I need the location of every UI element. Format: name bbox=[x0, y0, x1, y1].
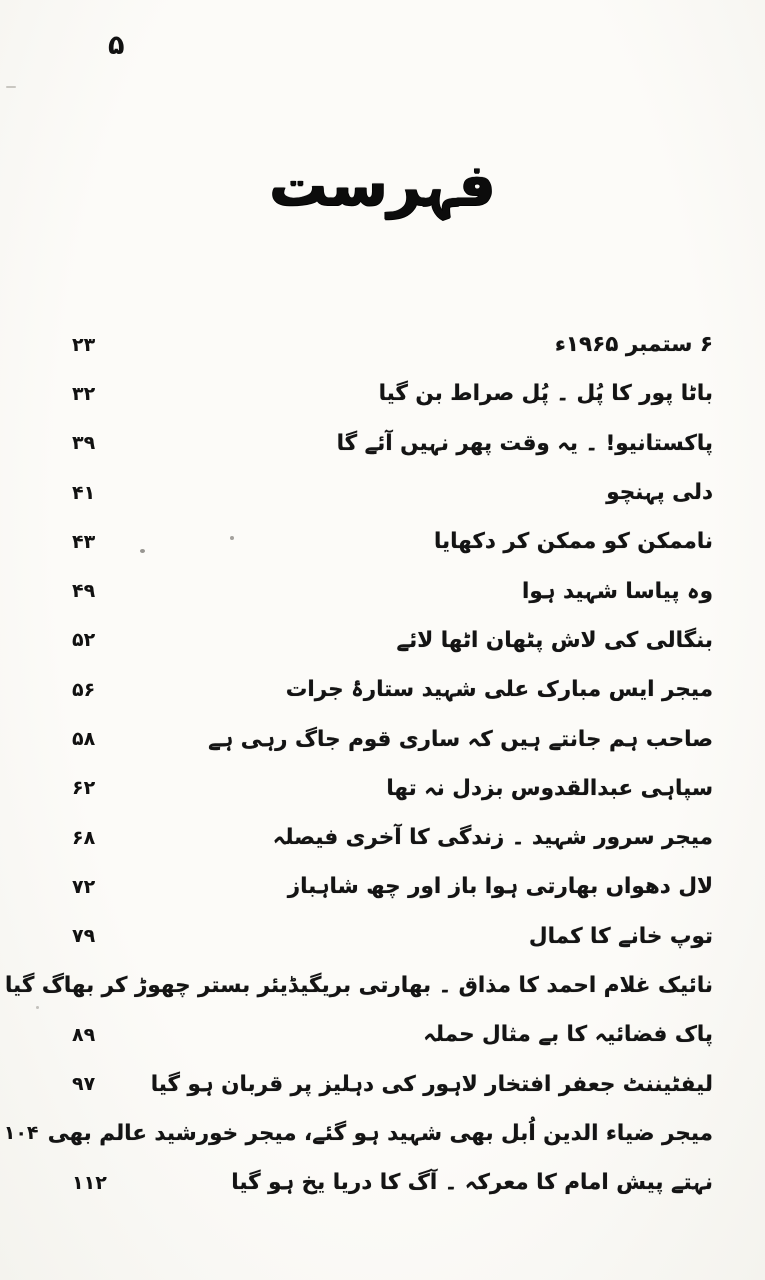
toc-row bbox=[0, 616, 765, 665]
toc-entry-title: وہ پیاسا شہید ہوا bbox=[522, 578, 713, 604]
toc-entry-page-number: ۶۲ bbox=[72, 777, 96, 800]
toc-entry-title: ناممکن کو ممکن کر دکھایا bbox=[433, 529, 713, 555]
toc-entry-title: لال دھواں بھارتی ہوا باز اور چھ شاہباز bbox=[287, 874, 713, 900]
toc-entry-title: پاکستانیو! ۔ یہ وقت پھر نہیں آئے گا bbox=[336, 430, 713, 456]
toc-entry-page-number: ۲۳ bbox=[72, 333, 96, 356]
toc-entry-title: ۶ ستمبر ۱۹۶۵ء bbox=[554, 332, 713, 358]
toc-entry-page-number: ۷۲ bbox=[72, 875, 96, 898]
toc-entry-title: میجر ایس مبارک علی شہید ستارۂ جرات bbox=[285, 677, 713, 703]
toc-entry-page-number: ۴۹ bbox=[72, 580, 96, 603]
toc-row bbox=[0, 419, 765, 468]
toc-row bbox=[0, 1010, 765, 1059]
toc-entry-page-number: ۵۲ bbox=[72, 629, 96, 652]
toc-entry-page-number: ۸۹ bbox=[72, 1023, 96, 1046]
toc-entry-title: میجر ضیاء الدین اُبل بھی شہید ہو گئے، میجر خورشید عالم بھی bbox=[47, 1120, 713, 1146]
toc-entry-title: نہتے پیش امام کا معرکہ ۔ آگ کا دریا یخ ہو گیا bbox=[231, 1170, 713, 1196]
toc-entry-title: لیفٹیننٹ جعفر افتخار لاہور کی دہلیز پر قربان ہو گیا bbox=[150, 1071, 713, 1097]
folio-page-number: ۵ bbox=[108, 30, 125, 61]
scan-speck bbox=[230, 536, 234, 540]
toc-entry-page-number bbox=[0, 975, 5, 997]
toc-entry-title: صاحب ہم جانتے ہیں کہ ساری قوم جاگ رہی ہے bbox=[208, 726, 713, 752]
toc-entry-page-number: ۴۳ bbox=[72, 530, 96, 553]
toc-entry-title: توپ خانے کا کمال bbox=[528, 923, 713, 949]
toc-row bbox=[0, 665, 765, 714]
toc-row bbox=[0, 468, 765, 517]
toc-entry-page-number: ۶۸ bbox=[72, 826, 96, 849]
toc-entry-title: پاک فضائیہ کا بے مثال حملہ bbox=[423, 1022, 713, 1048]
toc-entry-page-number: ۳۲ bbox=[72, 382, 96, 405]
contents-heading: فہرست bbox=[269, 150, 496, 219]
toc-entry-title: میجر سرور شہید ۔ زندگی کا آخری فیصلہ bbox=[272, 825, 713, 851]
toc-row bbox=[0, 813, 765, 862]
toc-list bbox=[0, 320, 765, 1207]
toc-row bbox=[0, 912, 765, 961]
toc-entry-page-number: ۹۷ bbox=[72, 1073, 96, 1096]
scan-speck bbox=[140, 549, 145, 553]
toc-row bbox=[0, 1059, 765, 1108]
toc-entry-page-number: ۵۸ bbox=[72, 728, 96, 751]
toc-entry-title: دلی پہنچو bbox=[606, 480, 713, 506]
toc-entry-page-number: ۳۹ bbox=[72, 432, 96, 455]
scan-speck bbox=[36, 1006, 39, 1009]
toc-entry-page-number: ۵۶ bbox=[72, 678, 96, 701]
toc-entry-page-number: ۱۱۲ bbox=[72, 1171, 107, 1194]
toc-entry-page-number: ۴۱ bbox=[72, 481, 96, 504]
toc-entry-title: نائیک غلام احمد کا مذاق ۔ بھارتی بریگیڈیئر بستر چھوڑ کر بھاگ گیا bbox=[4, 973, 713, 998]
toc-row bbox=[0, 1158, 765, 1207]
toc-entry-page-number: ۱۰۴ bbox=[3, 1122, 39, 1145]
toc-entry-title: سپاہی عبدالقدوس بزدل نہ تھا bbox=[386, 775, 713, 801]
scan-edge-mark bbox=[6, 86, 16, 88]
toc-row bbox=[0, 961, 765, 1010]
toc-row bbox=[0, 517, 765, 566]
toc-entry-page-number: ۷۹ bbox=[72, 925, 96, 948]
toc-row bbox=[0, 764, 765, 813]
toc-row bbox=[0, 1109, 765, 1158]
toc-row bbox=[0, 862, 765, 911]
toc-row bbox=[0, 714, 765, 763]
toc-row bbox=[0, 566, 765, 615]
toc-entry-title: بنگالی کی لاش پٹھان اٹھا لائے bbox=[396, 627, 713, 653]
toc-row bbox=[0, 320, 765, 369]
toc-entry-title: باٹا پور کا پُل ۔ پُل صراط بن گیا bbox=[378, 381, 713, 407]
toc-row bbox=[0, 369, 765, 418]
